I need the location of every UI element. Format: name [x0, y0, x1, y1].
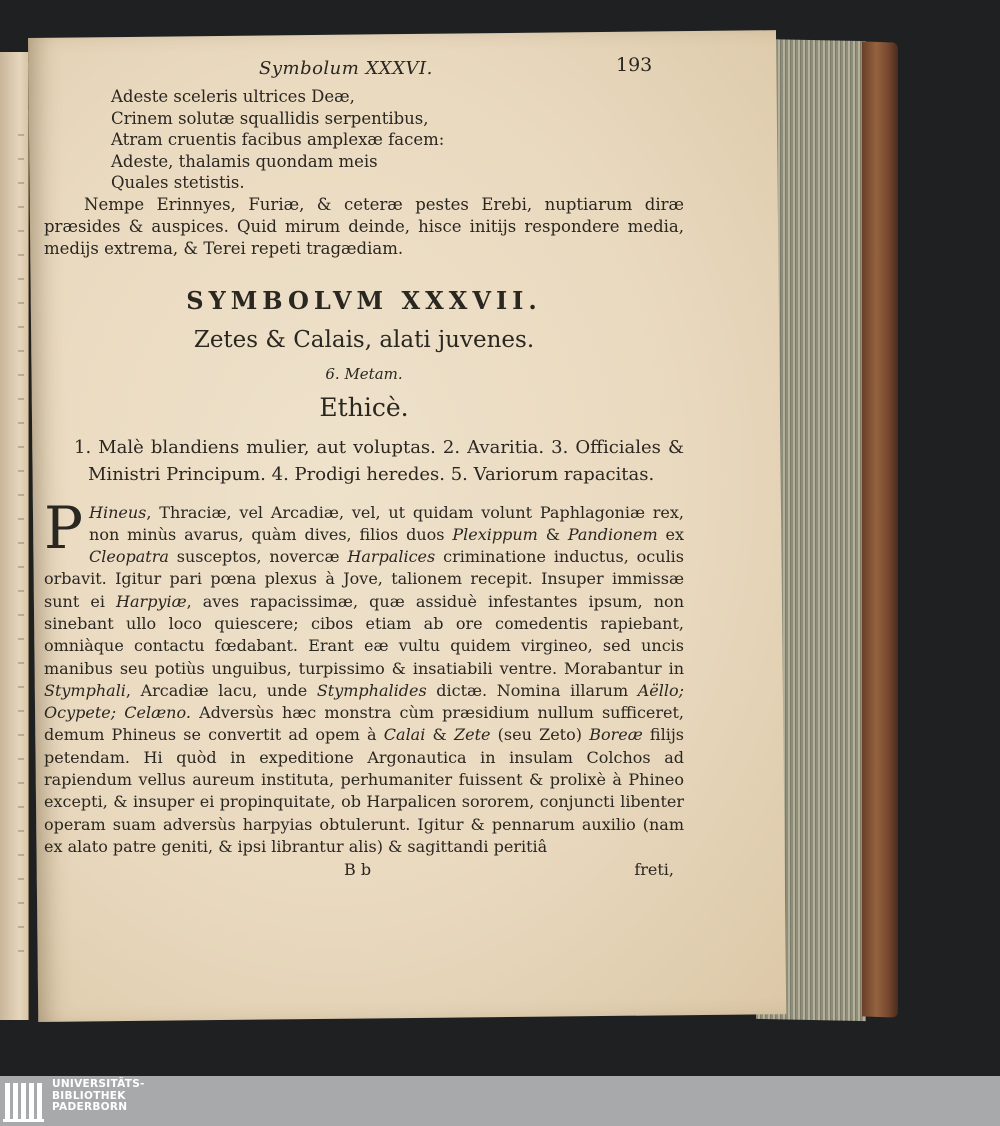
text-run: (seu Zeto) [490, 725, 590, 745]
verse-block [111, 86, 684, 194]
section-heading: Ethicè. [319, 392, 409, 422]
italic-name: Stymphali [44, 680, 126, 700]
page-number: 193 [616, 54, 653, 76]
running-head [44, 52, 684, 82]
italic-name: Harpalices [347, 547, 436, 567]
main-paragraph-text [44, 493, 685, 856]
text-run: Adversùs hæc monstra cùm præsidium nullum sufficeret, demum Phineus se convertit ad opem à [44, 703, 684, 745]
verse-line: Adeste sceleris ultrices Deæ, [111, 87, 355, 106]
verse-line: Quales stetistis. [111, 173, 245, 192]
italic-name: Pandionem [567, 524, 658, 544]
book-cover-edge [862, 41, 898, 1017]
symbol-subtitle: Zetes & Calais, alati juvenes. [193, 326, 535, 353]
library-name-line: PADERBORN [52, 1101, 128, 1113]
italic-name: Stymphalides [316, 680, 427, 700]
italic-name: Plexippum [452, 524, 538, 544]
italic-name: Cleopatra [89, 547, 169, 567]
running-title: Symbolum XXXVI. [259, 58, 433, 79]
library-name [52, 1079, 145, 1114]
text-run: dictæ. Nomina illarum [426, 680, 638, 700]
text-run: , aves rapacissimæ, quæ assiduè infestantes ipsum, non sinebant ullo loco quiescere; cibos etiam ab ore comedentis rapiebant, omniàque contactu fœdabant. Erant eæ vultu quidem virgineo, sed uncis manibus seu potiùs unguibus, turpissimo & insatiabili ventre. Morabantur in [44, 591, 684, 678]
text-run: & [537, 524, 568, 544]
text-run: & [425, 725, 454, 745]
italic-name: Hineus [89, 502, 147, 522]
text-run: ex [657, 524, 684, 544]
left-page-edge [0, 52, 29, 1020]
closing-paragraph: Nempe Erinnyes, Furiæ, & ceteræ pestes Erebi, nuptiarum diræ præsides & auspices. Quid mirum deinde, hisce initijs respondere media, medijs extrema, & Terei repeti tragædiam. [44, 194, 684, 258]
library-name-line: BIBLIOTHEK [52, 1089, 126, 1102]
page-content [44, 52, 684, 884]
text-run: , Thraciæ, vel Arcadiæ, vel, ut quidam volunt Paphlagoniæ rex, non minùs avarus, quàm dives, filios duos [89, 502, 684, 544]
italic-name: Harpyiæ [116, 591, 187, 611]
italic-name: Aëllo; Ocypete; Celæno. [44, 680, 684, 723]
drop-cap: P [44, 493, 84, 562]
verse-line: Atram cruentis facibus amplexæ facem: [111, 130, 445, 149]
main-paragraph [44, 493, 685, 859]
text-run: filijs petendam. Hi quòd in expeditione Argonautica in insulam Colchos ad rapiendum vellus aureum instituta, perhumaniter fuissent & prolixè à Phineo excepti, & insuper ei propinquitate, ob Harpalicen sororem, conjuncti libenter operam suam adversùs harpyias obtulerunt. Igitur & pennarum auxilio (nam ex alato patre geniti, & ipsi librantur alis) & sagittandi peritiâ [44, 725, 685, 856]
library-logo-icon [3, 1079, 47, 1123]
italic-name: Zete [453, 725, 491, 745]
ethics-list: 1. Malè blandiens mulier, aut voluptas. 2. Avaritia. 3. Officiales & Ministri Principum. 4. Prodigi heredes. 5. Variorum rapacitas. [74, 436, 684, 485]
verse-line: Crinem solutæ squallidis serpentibus, [111, 108, 429, 128]
verse-line: Adeste, thalamis quondam meis [111, 151, 378, 171]
text-run: susceptos, novercæ [168, 547, 348, 567]
page-footer-line [44, 860, 684, 884]
symbol-title: SYMBOLVM XXXVII. [186, 285, 542, 315]
catchword: freti, [634, 860, 674, 880]
library-footer [0, 1076, 1000, 1126]
text-run: criminatione inductus, oculis orbavit. Igitur pari pœna plexus à Jove, talionem recepit. Insuper immissæ sunt ei [44, 547, 685, 611]
library-name-line: UNIVERSITÄTS- [52, 1078, 145, 1090]
italic-name: Boreæ [589, 725, 643, 745]
meta-reference: 6. Metam. [325, 364, 403, 383]
text-run: , Arcadiæ lacu, unde [125, 680, 317, 700]
signature-mark: B b [344, 860, 372, 880]
italic-name: Calai [383, 725, 426, 745]
